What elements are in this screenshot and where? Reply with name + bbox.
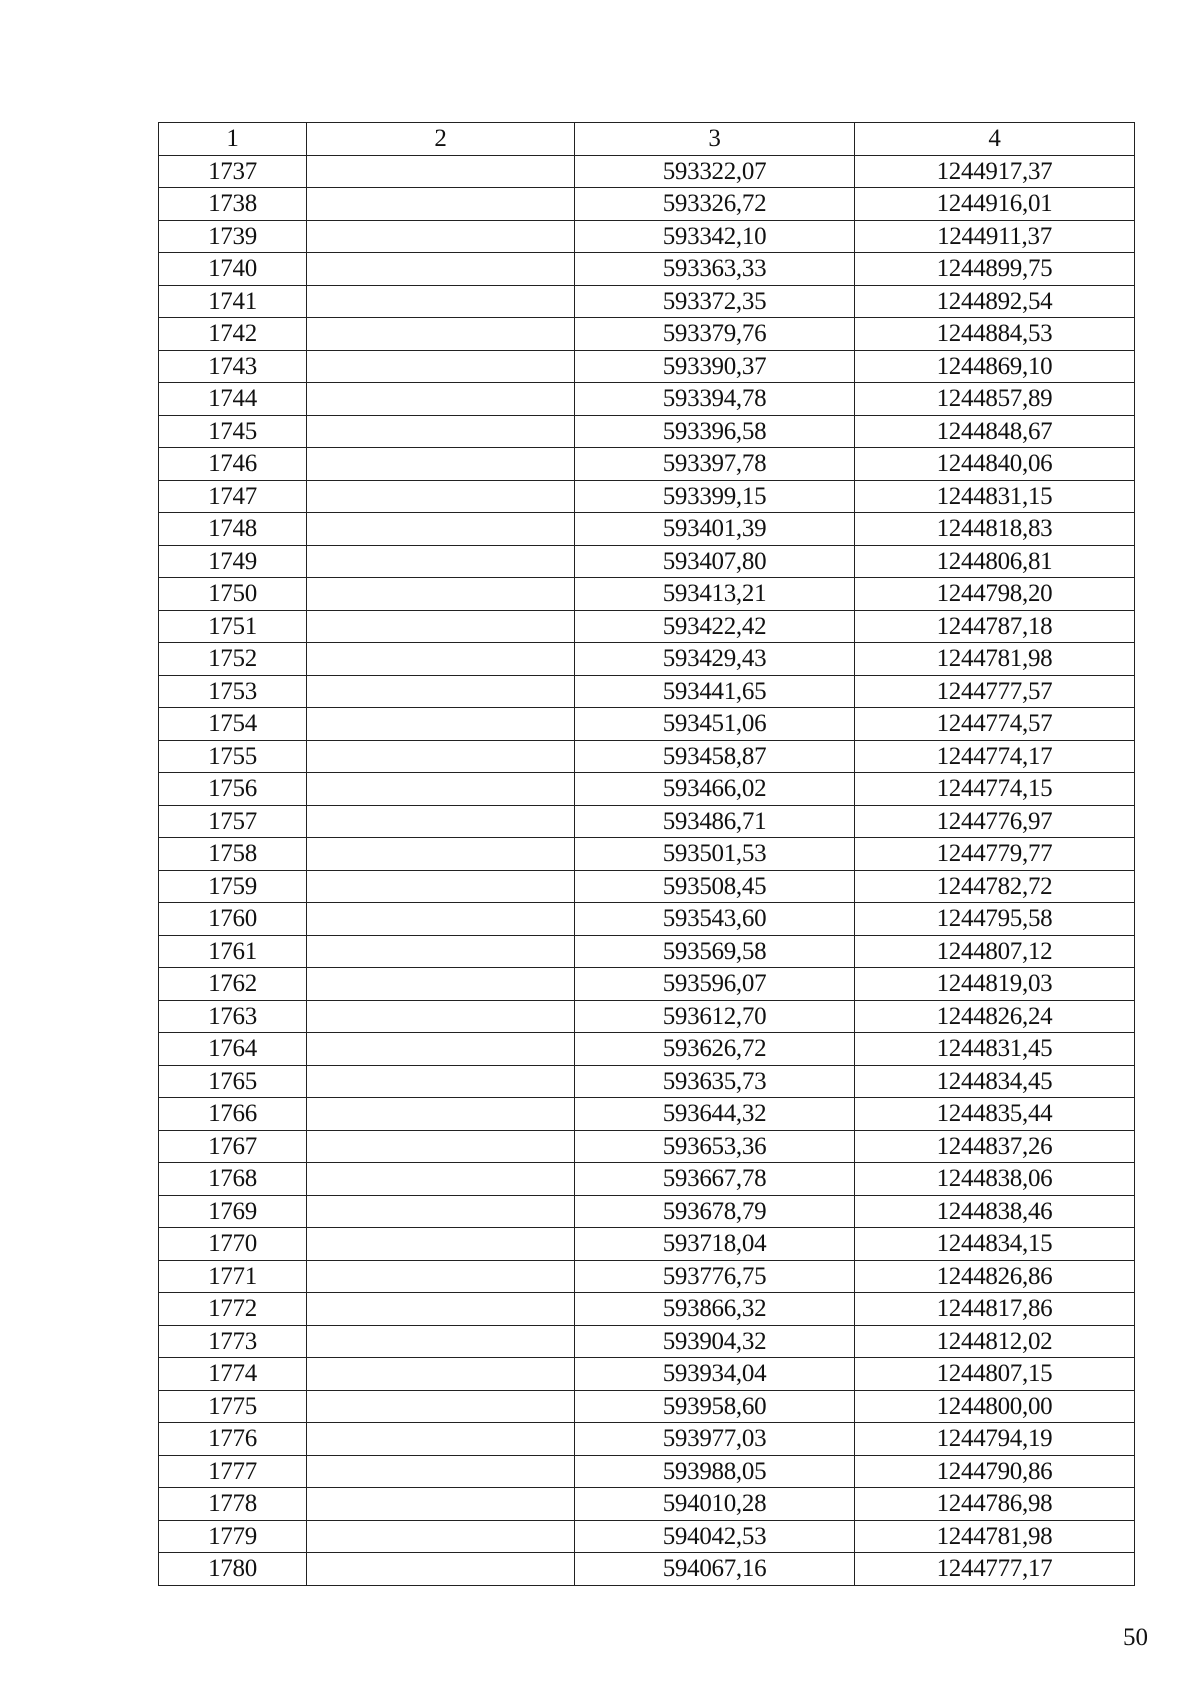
table-row [159, 188, 1135, 221]
table-row [159, 708, 1135, 741]
table-cell-col-3: 593466,02 [575, 773, 855, 806]
table-cell-col-1: 1780 [159, 1553, 307, 1586]
page-number: 50 [1123, 1624, 1148, 1651]
table-cell-col-3: 593401,39 [575, 513, 855, 546]
table-cell-col-1: 1758 [159, 838, 307, 871]
table-cell-col-1: 1773 [159, 1325, 307, 1358]
table-row [159, 1033, 1135, 1066]
header-cell-4: 4 [855, 123, 1135, 156]
table-row [159, 513, 1135, 546]
table-cell-col-2 [307, 610, 575, 643]
table-row [159, 1260, 1135, 1293]
table-cell-col-1: 1779 [159, 1520, 307, 1553]
table-cell-col-2 [307, 188, 575, 221]
table-row [159, 318, 1135, 351]
table-row [159, 610, 1135, 643]
table-cell-col-4: 1244781,98 [855, 1520, 1135, 1553]
table-row [159, 1000, 1135, 1033]
table-cell-col-1: 1753 [159, 675, 307, 708]
table-cell-col-3: 593626,72 [575, 1033, 855, 1066]
table-cell-col-1: 1757 [159, 805, 307, 838]
table-cell-col-2 [307, 708, 575, 741]
table-cell-col-4: 1244911,37 [855, 220, 1135, 253]
table-row [159, 903, 1135, 936]
table-cell-col-2 [307, 643, 575, 676]
table-cell-col-2 [307, 1423, 575, 1456]
table-cell-col-1: 1777 [159, 1455, 307, 1488]
header-cell-2: 2 [307, 123, 575, 156]
table-cell-col-2 [307, 1130, 575, 1163]
table-cell-col-1: 1744 [159, 383, 307, 416]
table-body [159, 155, 1135, 1585]
table-cell-col-3: 593326,72 [575, 188, 855, 221]
table-cell-col-4: 1244777,17 [855, 1553, 1135, 1586]
table-cell-col-2 [307, 1260, 575, 1293]
table-row [159, 968, 1135, 1001]
table-cell-col-3: 593866,32 [575, 1293, 855, 1326]
table-row [159, 1130, 1135, 1163]
table-cell-col-2 [307, 1455, 575, 1488]
table-cell-col-2 [307, 350, 575, 383]
table-cell-col-3: 593413,21 [575, 578, 855, 611]
table-cell-col-1: 1764 [159, 1033, 307, 1066]
table-cell-col-4: 1244794,19 [855, 1423, 1135, 1456]
table-cell-col-3: 594067,16 [575, 1553, 855, 1586]
table-cell-col-3: 593342,10 [575, 220, 855, 253]
table-cell-col-3: 593958,60 [575, 1390, 855, 1423]
table-cell-col-4: 1244838,46 [855, 1195, 1135, 1228]
table-cell-col-2 [307, 675, 575, 708]
table-row [159, 1325, 1135, 1358]
table-cell-col-3: 593543,60 [575, 903, 855, 936]
table-cell-col-4: 1244831,45 [855, 1033, 1135, 1066]
table-cell-col-1: 1737 [159, 155, 307, 188]
table-cell-col-3: 593776,75 [575, 1260, 855, 1293]
header-cell-1: 1 [159, 123, 307, 156]
table-cell-col-1: 1769 [159, 1195, 307, 1228]
table-cell-col-1: 1742 [159, 318, 307, 351]
table-cell-col-1: 1745 [159, 415, 307, 448]
table-row [159, 1358, 1135, 1391]
table-cell-col-4: 1244838,06 [855, 1163, 1135, 1196]
table-cell-col-1: 1765 [159, 1065, 307, 1098]
table-cell-col-2 [307, 1488, 575, 1521]
table-cell-col-3: 593988,05 [575, 1455, 855, 1488]
table-row [159, 1390, 1135, 1423]
table-cell-col-1: 1762 [159, 968, 307, 1001]
table-row [159, 545, 1135, 578]
table-cell-col-4: 1244782,72 [855, 870, 1135, 903]
table-row [159, 935, 1135, 968]
table-row [159, 1553, 1135, 1586]
table-cell-col-3: 593501,53 [575, 838, 855, 871]
table-row [159, 740, 1135, 773]
table-cell-col-4: 1244884,53 [855, 318, 1135, 351]
table-cell-col-1: 1741 [159, 285, 307, 318]
table-cell-col-2 [307, 285, 575, 318]
table-cell-col-1: 1767 [159, 1130, 307, 1163]
table-cell-col-2 [307, 415, 575, 448]
table-cell-col-4: 1244786,98 [855, 1488, 1135, 1521]
table-cell-col-2 [307, 870, 575, 903]
table-cell-col-3: 593977,03 [575, 1423, 855, 1456]
table-cell-col-2 [307, 480, 575, 513]
table-cell-col-2 [307, 1358, 575, 1391]
table-cell-col-2 [307, 448, 575, 481]
table-cell-col-2 [307, 220, 575, 253]
table-cell-col-2 [307, 740, 575, 773]
table-cell-col-2 [307, 805, 575, 838]
table-cell-col-1: 1771 [159, 1260, 307, 1293]
table-cell-col-4: 1244777,57 [855, 675, 1135, 708]
table-row [159, 1488, 1135, 1521]
table-row [159, 285, 1135, 318]
table-cell-col-1: 1768 [159, 1163, 307, 1196]
table-cell-col-1: 1759 [159, 870, 307, 903]
table-cell-col-4: 1244806,81 [855, 545, 1135, 578]
table-cell-col-2 [307, 1065, 575, 1098]
table-cell-col-2 [307, 1553, 575, 1586]
table-cell-col-4: 1244774,15 [855, 773, 1135, 806]
table-cell-col-3: 593394,78 [575, 383, 855, 416]
table-cell-col-4: 1244834,45 [855, 1065, 1135, 1098]
table-cell-col-2 [307, 1325, 575, 1358]
table-cell-col-3: 593379,76 [575, 318, 855, 351]
table-cell-col-3: 594042,53 [575, 1520, 855, 1553]
table-row [159, 1520, 1135, 1553]
table-cell-col-4: 1244848,67 [855, 415, 1135, 448]
table-cell-col-1: 1750 [159, 578, 307, 611]
table-cell-col-1: 1761 [159, 935, 307, 968]
table-cell-col-4: 1244837,26 [855, 1130, 1135, 1163]
table-cell-col-4: 1244826,86 [855, 1260, 1135, 1293]
table-row [159, 805, 1135, 838]
table-cell-col-2 [307, 253, 575, 286]
table-cell-col-4: 1244869,10 [855, 350, 1135, 383]
table-row [159, 1065, 1135, 1098]
table-cell-col-3: 593458,87 [575, 740, 855, 773]
table-cell-col-3: 593635,73 [575, 1065, 855, 1098]
table-cell-col-1: 1755 [159, 740, 307, 773]
table-row [159, 383, 1135, 416]
table-cell-col-3: 593399,15 [575, 480, 855, 513]
table-cell-col-1: 1763 [159, 1000, 307, 1033]
table-cell-col-3: 593422,42 [575, 610, 855, 643]
table-cell-col-3: 593934,04 [575, 1358, 855, 1391]
table-cell-col-1: 1740 [159, 253, 307, 286]
table-row [159, 448, 1135, 481]
table-cell-col-1: 1766 [159, 1098, 307, 1131]
table-row [159, 220, 1135, 253]
table-cell-col-3: 593904,32 [575, 1325, 855, 1358]
table-cell-col-3: 593653,36 [575, 1130, 855, 1163]
table-cell-col-4: 1244892,54 [855, 285, 1135, 318]
table-cell-col-2 [307, 383, 575, 416]
table-row [159, 480, 1135, 513]
table-cell-col-2 [307, 1033, 575, 1066]
table-cell-col-1: 1775 [159, 1390, 307, 1423]
table-cell-col-1: 1752 [159, 643, 307, 676]
table-cell-col-3: 593596,07 [575, 968, 855, 1001]
table-cell-col-4: 1244812,02 [855, 1325, 1135, 1358]
table-cell-col-2 [307, 968, 575, 1001]
table-cell-col-2 [307, 1520, 575, 1553]
table-cell-col-4: 1244840,06 [855, 448, 1135, 481]
table-cell-col-2 [307, 1098, 575, 1131]
table-cell-col-2 [307, 1293, 575, 1326]
table-row [159, 350, 1135, 383]
table-cell-col-4: 1244779,77 [855, 838, 1135, 871]
table-header [159, 123, 1135, 156]
table-cell-col-1: 1776 [159, 1423, 307, 1456]
table-cell-col-4: 1244776,97 [855, 805, 1135, 838]
table-cell-col-3: 593451,06 [575, 708, 855, 741]
table-cell-col-4: 1244835,44 [855, 1098, 1135, 1131]
table-cell-col-4: 1244807,12 [855, 935, 1135, 968]
table-cell-col-4: 1244807,15 [855, 1358, 1135, 1391]
table-cell-col-1: 1770 [159, 1228, 307, 1261]
table-cell-col-2 [307, 1390, 575, 1423]
table-cell-col-4: 1244831,15 [855, 480, 1135, 513]
table-cell-col-2 [307, 773, 575, 806]
table-row [159, 1423, 1135, 1456]
table-cell-col-1: 1743 [159, 350, 307, 383]
table-cell-col-3: 593441,65 [575, 675, 855, 708]
table-cell-col-4: 1244774,57 [855, 708, 1135, 741]
header-cell-3: 3 [575, 123, 855, 156]
coordinates-table [158, 122, 1135, 1586]
table-cell-col-2 [307, 1228, 575, 1261]
table-cell-col-3: 593397,78 [575, 448, 855, 481]
table-cell-col-3: 593569,58 [575, 935, 855, 968]
table-cell-col-3: 593718,04 [575, 1228, 855, 1261]
table-row [159, 773, 1135, 806]
table-cell-col-2 [307, 903, 575, 936]
table-cell-col-1: 1746 [159, 448, 307, 481]
table-cell-col-4: 1244781,98 [855, 643, 1135, 676]
table-cell-col-3: 593612,70 [575, 1000, 855, 1033]
table-cell-col-2 [307, 935, 575, 968]
table-cell-col-2 [307, 155, 575, 188]
table-cell-col-3: 593429,43 [575, 643, 855, 676]
table-cell-col-1: 1747 [159, 480, 307, 513]
table-cell-col-3: 593644,32 [575, 1098, 855, 1131]
table-cell-col-1: 1756 [159, 773, 307, 806]
table-cell-col-1: 1748 [159, 513, 307, 546]
table-row [159, 643, 1135, 676]
table-row [159, 155, 1135, 188]
table-cell-col-4: 1244826,24 [855, 1000, 1135, 1033]
table-cell-col-2 [307, 1000, 575, 1033]
table-cell-col-1: 1738 [159, 188, 307, 221]
table-row [159, 675, 1135, 708]
table-row [159, 253, 1135, 286]
table-row [159, 1455, 1135, 1488]
table-cell-col-1: 1754 [159, 708, 307, 741]
table-cell-col-4: 1244787,18 [855, 610, 1135, 643]
table-row [159, 838, 1135, 871]
table-cell-col-3: 593508,45 [575, 870, 855, 903]
table-row [159, 1098, 1135, 1131]
table-cell-col-4: 1244899,75 [855, 253, 1135, 286]
table-cell-col-2 [307, 545, 575, 578]
table-cell-col-4: 1244834,15 [855, 1228, 1135, 1261]
table-cell-col-2 [307, 1195, 575, 1228]
table-row [159, 1163, 1135, 1196]
table-cell-col-3: 593372,35 [575, 285, 855, 318]
table-cell-col-2 [307, 318, 575, 351]
table-cell-col-2 [307, 513, 575, 546]
table-cell-col-3: 593363,33 [575, 253, 855, 286]
table-cell-col-4: 1244916,01 [855, 188, 1135, 221]
table-cell-col-1: 1760 [159, 903, 307, 936]
table-cell-col-3: 593678,79 [575, 1195, 855, 1228]
table-cell-col-4: 1244774,17 [855, 740, 1135, 773]
table-row [159, 578, 1135, 611]
table-cell-col-4: 1244818,83 [855, 513, 1135, 546]
table-row [159, 1228, 1135, 1261]
table-cell-col-4: 1244790,86 [855, 1455, 1135, 1488]
table-cell-col-3: 593407,80 [575, 545, 855, 578]
table-cell-col-1: 1749 [159, 545, 307, 578]
table-cell-col-4: 1244795,58 [855, 903, 1135, 936]
table-cell-col-2 [307, 838, 575, 871]
table-cell-col-3: 593390,37 [575, 350, 855, 383]
table-row [159, 1195, 1135, 1228]
table-cell-col-4: 1244819,03 [855, 968, 1135, 1001]
table-cell-col-2 [307, 1163, 575, 1196]
table-cell-col-4: 1244800,00 [855, 1390, 1135, 1423]
table-cell-col-3: 593396,58 [575, 415, 855, 448]
table-cell-col-1: 1774 [159, 1358, 307, 1391]
table-cell-col-4: 1244917,37 [855, 155, 1135, 188]
table-cell-col-3: 593322,07 [575, 155, 855, 188]
table-cell-col-4: 1244798,20 [855, 578, 1135, 611]
table-row [159, 870, 1135, 903]
table-cell-col-1: 1739 [159, 220, 307, 253]
table-cell-col-4: 1244857,89 [855, 383, 1135, 416]
table-cell-col-2 [307, 578, 575, 611]
table-cell-col-3: 593486,71 [575, 805, 855, 838]
table-cell-col-1: 1751 [159, 610, 307, 643]
table-cell-col-1: 1772 [159, 1293, 307, 1326]
table-cell-col-1: 1778 [159, 1488, 307, 1521]
table-cell-col-3: 593667,78 [575, 1163, 855, 1196]
header-row [159, 123, 1135, 156]
table-cell-col-4: 1244817,86 [855, 1293, 1135, 1326]
table-cell-col-3: 594010,28 [575, 1488, 855, 1521]
table-row [159, 1293, 1135, 1326]
table-row [159, 415, 1135, 448]
